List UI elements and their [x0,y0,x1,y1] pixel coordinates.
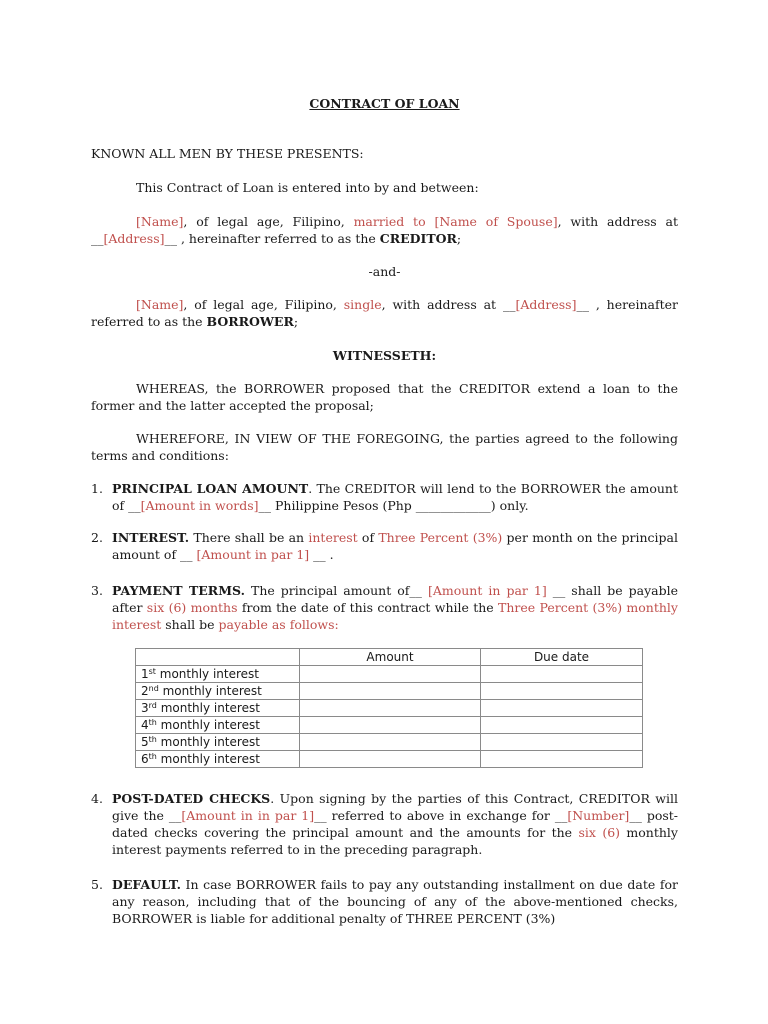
clause-heading: PAYMENT TERMS. [112,583,245,598]
clause-text: POST-DATED CHECKS. Upon signing by the parties of this Contract, CREDITOR will give the __[Amount in in par 1]__ referred to above in exchange for __[Number]__ post-dated checks covering the principal amount and the amounts for the six (6) monthly interest payments referred to in the preceding paragraph. [112,791,679,857]
row-label: 5th monthly interest [136,734,300,751]
table-row [136,751,643,768]
payment-schedule-table [135,648,643,768]
creditor-spouse: married to [Name of Spouse] [353,214,558,229]
amount-cell [300,751,481,768]
creditor-address: [Address] [103,231,165,246]
clause-text: INTEREST. There shall be an interest of Three Percent (3%) per month on the principal amount of __ [Amount in par 1] __ . [112,530,678,562]
table-row [136,734,643,751]
clause-default [91,876,678,927]
placeholder-amount-words: [Amount in words] [140,498,259,513]
due-date-cell [481,700,643,717]
row-label: 6th monthly interest [136,751,300,768]
amount-cell [300,717,481,734]
due-date-cell [481,751,643,768]
due-date-cell [481,717,643,734]
clause-number: 5. [91,877,103,892]
clause-number: 1. [91,481,103,496]
creditor-name: [Name] [136,214,184,229]
creditor-paragraph: [Name], of legal age, Filipino, married to [Name of Spouse], with address at __[Address]__ , hereinafter referred to as the CREDITOR; [91,214,678,246]
clause-text: DEFAULT. In case BORROWER fails to pay any outstanding installment on due date for any reason, including that of the bouncing of any of the above-mentioned checks, BORROWER is liable for additional penalty of THREE PERCENT (3%) [112,877,678,926]
witnesseth-heading: WITNESSETH: [332,348,437,363]
intro-paragraph: This Contract of Loan is entered into by and between: [136,180,479,195]
clause-payment-terms [91,582,678,633]
clause-interest [91,529,678,563]
clause-heading: INTEREST. [112,530,190,545]
borrower-status: single [343,297,382,312]
table-row [136,683,643,700]
clause-number: 2. [91,530,103,545]
creditor-role: CREDITOR [379,231,457,246]
clause-text: PRINCIPAL LOAN AMOUNT. The CREDITOR will lend to the BORROWER the amount of __[Amount in words]__ Philippine Pesos (Php ____________) only. [112,481,678,513]
clause-heading: DEFAULT. [112,877,181,892]
table-row [136,717,643,734]
borrower-name: [Name] [136,297,184,312]
due-date-cell [481,734,643,751]
table-header-due-date: Due date [481,649,643,666]
clause-principal-loan [91,480,678,514]
clause-number: 4. [91,791,103,806]
wherefore-paragraph: WHEREFORE, IN VIEW OF THE FOREGOING, the parties agreed to the following terms and conditions: [91,431,678,463]
table-row [136,666,643,683]
clause-number: 3. [91,583,103,598]
table-header-amount: Amount [300,649,481,666]
borrower-address: [Address] [515,297,577,312]
row-label: 1st monthly interest [136,666,300,683]
borrower-paragraph: [Name], of legal age, Filipino, single, with address at __[Address]__ , hereinafter referred to as the BORROWER; [91,297,678,329]
amount-cell [300,666,481,683]
whereas-paragraph: WHEREAS, the BORROWER proposed that the CREDITOR extend a loan to the former and the latter accepted the proposal; [91,381,678,413]
and-separator: -and- [368,264,401,279]
document-title: CONTRACT OF LOAN [309,96,460,111]
table-row [136,700,643,717]
amount-cell [300,700,481,717]
table-header [136,649,300,666]
amount-cell [300,734,481,751]
row-label: 3rd monthly interest [136,700,300,717]
clause-post-dated-checks [91,790,678,858]
table-header-row [136,649,643,666]
opening-line: KNOWN ALL MEN BY THESE PRESENTS: [91,146,364,161]
amount-cell [300,683,481,700]
due-date-cell [481,666,643,683]
clause-heading: POST-DATED CHECKS [112,791,271,806]
borrower-role: BORROWER [206,314,294,329]
due-date-cell [481,683,643,700]
row-label: 4th monthly interest [136,717,300,734]
clause-text: PAYMENT TERMS. The principal amount of__ [Amount in par 1] __ shall be payable after six (6) months from the date of this contract while the Three Percent (3%) monthly interest shall be payable as follows: [112,583,678,632]
row-label: 2nd monthly interest [136,683,300,700]
clause-heading: PRINCIPAL LOAN AMOUNT [112,481,309,496]
